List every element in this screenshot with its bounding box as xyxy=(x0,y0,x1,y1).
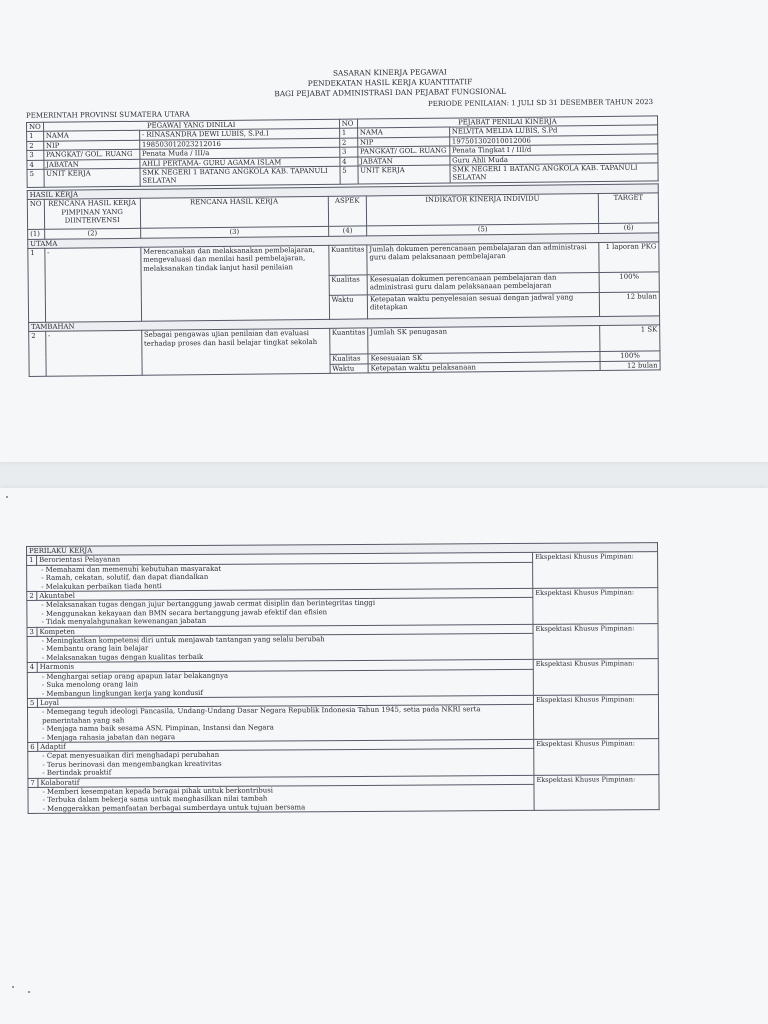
col-num-2: (2) xyxy=(44,229,140,239)
utama-pimpinan: - xyxy=(45,247,142,322)
col-num-1: (1) xyxy=(28,230,45,240)
row-label: NAMA xyxy=(43,131,139,141)
row-no: 1 xyxy=(27,132,44,142)
item-point: - Terbuka dalam bekerja sama untuk menghasilkan nilai tambah xyxy=(42,794,268,805)
aspek-kualitas: Kualitas xyxy=(330,354,368,364)
ekspektasi-label: Ekspektasi Khusus Pimpinan: xyxy=(533,588,658,624)
item-point: - Menggunakan kekayaan dan BMN secara bertanggung jawab efektif dan efisien xyxy=(41,608,328,618)
header-subtitle-2: BAGI PEJABAT ADMINISTRASI DAN PEJABAT FUNGSIONAL xyxy=(274,86,506,99)
indikator: Kesesuaian SK xyxy=(368,352,600,364)
hk-col-rencana-pimpinan: RENCANA HASIL KERJA PIMPINAN YANG DIINTERVENSI xyxy=(44,199,140,230)
row-no: 4 xyxy=(27,160,44,170)
ekspektasi-label: Ekspektasi Khusus Pimpinan: xyxy=(533,623,658,659)
aspek-kuantitas: Kuantitas xyxy=(328,245,367,275)
row-no: 2 xyxy=(339,138,357,148)
item-name: Adaptif xyxy=(38,739,534,751)
indikator: Ketepatan waktu pelaksanaan xyxy=(368,361,600,373)
skp-table-wrapper xyxy=(26,115,661,377)
perilaku-wrapper xyxy=(26,542,660,814)
dinilai-pangkat: Penata Muda / III/a xyxy=(139,147,339,159)
target: 12 bulan xyxy=(599,292,659,317)
item-point: - Menghargai setiap orang apapun latar belakangnya xyxy=(41,671,229,681)
row-label: PANGKAT/ GOL. RUANG xyxy=(43,150,139,160)
hk-col-indikator: INDIKATOR KINERJA INDIVIDU xyxy=(366,194,598,226)
instansi-label: PEMERINTAH PROVINSI SUMATERA UTARA xyxy=(25,110,190,120)
row-label: NAMA xyxy=(357,127,449,137)
item-point: - Membangun lingkungan kerja yang kondusif xyxy=(41,688,203,698)
row-label: NIP xyxy=(43,140,139,150)
item-point: - Menjaga nama baik sesama ASN, Pimpinan, Instansi dan Negara xyxy=(42,723,274,734)
item-no: 3 xyxy=(27,627,37,636)
dinilai-unit-kerja: SMK NEGERI 1 BATANG ANGKOLA KAB. TAPANULI SELATAN xyxy=(140,166,340,186)
row-no: 5 xyxy=(340,166,358,184)
col-num-5: (5) xyxy=(367,224,599,236)
row-no: 3 xyxy=(27,151,44,161)
target: 100% xyxy=(599,272,659,293)
item-point: - Melakukan perbaikan tiada henti xyxy=(41,581,162,591)
penilai-nama: NELVITA MELDA LUBIS, S.Pd xyxy=(449,125,657,137)
indikator: Ketepatan waktu penyelesaian sesuai dengan jadwal yang ditetapkan xyxy=(367,293,599,319)
ekspektasi-label: Ekspektasi Khusus Pimpinan: xyxy=(533,659,658,695)
item-no: 5 xyxy=(27,698,37,707)
scan-speck xyxy=(12,986,14,988)
row-label: PANGKAT/ GOL. RUANG xyxy=(357,146,449,156)
penilai-title: PEJABAT PENILAI KINERJA xyxy=(357,116,657,129)
ekspektasi-label: Ekspektasi Khusus Pimpinan: xyxy=(533,552,658,588)
row-no: 2 xyxy=(27,141,44,151)
hasil-kerja-title: HASIL KERJA xyxy=(27,184,658,200)
item-name: Kompeten xyxy=(37,624,533,636)
hasil-kerja-table xyxy=(27,183,661,377)
item-point: - Menjaga rahasia jabatan dan negara xyxy=(42,732,176,742)
row-label: UNIT KERJA xyxy=(44,168,140,187)
perilaku-table xyxy=(26,542,660,814)
dinilai-nama: - RINASANDRA DEWI LUBIS, S.Pd.I xyxy=(139,129,339,141)
aspek-kualitas: Kualitas xyxy=(329,275,368,295)
document-header xyxy=(180,66,600,100)
item-point: - Melaksanakan tugas dengan kualitas terbaik xyxy=(41,652,204,662)
perilaku-title: PERILAKU KERJA xyxy=(27,543,658,556)
row-no: 1 xyxy=(339,128,357,138)
identitas-table xyxy=(26,115,659,187)
target: 1 laporan PKG xyxy=(599,242,659,273)
aspek-waktu: Waktu xyxy=(329,295,368,319)
hk-col-rencana: RENCANA HASIL KERJA xyxy=(140,197,328,229)
penilai-jabatan: Guru Ahli Muda xyxy=(450,154,658,166)
tambahan-title: TAMBAHAN xyxy=(29,316,660,332)
item-point: - Memahami dan memenuhi kebutuhan masyarakat xyxy=(41,564,222,574)
row-no: 5 xyxy=(27,169,44,187)
scan-speck xyxy=(6,496,8,498)
item-name: Kolaboratif xyxy=(38,775,534,787)
item-point: - Ramah, cekatan, solutif, dan dapat diandalkan xyxy=(41,573,209,583)
col-num-4: (4) xyxy=(328,226,366,236)
tambahan-rencana: Sebagai pengawas ujian penilaian dan evaluasi terhadap proses dan hasil belajar tingkat sekolah xyxy=(141,329,329,376)
ekspektasi-label: Ekspektasi Khusus Pimpinan: xyxy=(533,695,658,740)
item-no: 1 xyxy=(27,556,37,565)
target: 1 SK xyxy=(600,325,660,352)
aspek-kuantitas: Kuantitas xyxy=(329,328,368,354)
item-no: 6 xyxy=(28,742,38,751)
row-no: 4 xyxy=(340,157,358,167)
item-point: - Tidak menyalahgunakan kewenangan jabatan xyxy=(41,617,207,627)
row-label: JABATAN xyxy=(44,159,140,169)
item-point: - Bertindak proaktif xyxy=(42,768,112,778)
row-label: JABATAN xyxy=(358,156,450,166)
item-name: Loyal xyxy=(37,695,533,707)
skp-page-1 xyxy=(0,0,768,462)
item-point: - Memberi kesempatan kepada beragai pihak untuk berkontribusi xyxy=(42,786,273,796)
indikator: Kesesuaian dokumen perencanaan pembelajaran dan administrasi guru dalam pelaksanaan pembelajaran xyxy=(367,273,599,295)
penilai-unit-kerja: SMK NEGERI 1 BATANG ANGKOLA KAB. TAPANULI SELATAN xyxy=(450,163,658,183)
item-name: Berorientasi Pelayanan xyxy=(37,553,533,565)
utama-no: 1 xyxy=(28,248,45,322)
ekspektasi-label: Ekspektasi Khusus Pimpinan: xyxy=(534,774,659,810)
tambahan-pimpinan: - xyxy=(45,331,141,377)
item-point: - Terus berinovasi dan mengembangkan kreativitas xyxy=(42,759,222,769)
col-num-3: (3) xyxy=(140,227,328,238)
header-title: SASARAN KINERJA PEGAWAI xyxy=(332,67,447,78)
aspek-waktu: Waktu xyxy=(330,364,368,374)
indikator: Jumlah SK penugasan xyxy=(368,326,600,354)
hk-col-target: TARGET xyxy=(598,193,658,224)
col-no-2: NO xyxy=(339,119,357,129)
item-point: - Memegang teguh ideologi Pancasila, Undang-Undang Dasar Negara Republik Indonesia Tahun 1945, setia pada NKRI serta pemerintahan yang sah xyxy=(41,705,481,725)
penilai-pangkat: Penata Tingkat I / III/d xyxy=(449,144,657,156)
hk-col-aspek: ASPEK xyxy=(328,196,367,226)
item-no: 7 xyxy=(28,778,38,787)
penilai-nip: 197501302010012006 xyxy=(449,135,657,147)
scan-speck xyxy=(28,991,30,993)
item-no: 4 xyxy=(27,663,37,672)
tambahan-no: 2 xyxy=(29,332,46,377)
target: 100% xyxy=(600,351,660,361)
ekspektasi-label: Ekspektasi Khusus Pimpinan: xyxy=(534,739,659,775)
item-no: 2 xyxy=(27,591,37,600)
dinilai-title: PEGAWAI YANG DINILAI xyxy=(43,119,339,132)
item-point: - Suka menolong orang lain xyxy=(41,680,139,689)
item-name: Harmonis xyxy=(37,660,533,672)
col-no: NO xyxy=(27,122,44,132)
hk-col-no: NO xyxy=(27,200,44,230)
row-label: UNIT KERJA xyxy=(358,165,450,184)
periode-label: PERIODE PENILAIAN: 1 JULI SD 31 DESEMBER TAHUN 2023 xyxy=(427,98,654,108)
item-name: Akuntabel xyxy=(37,588,533,600)
item-point: - Menggerakkan pemanfaatan berbagai sumberdaya untuk tujuan bersama xyxy=(42,803,306,813)
target: 12 bulan xyxy=(600,361,660,371)
utama-rencana: Merencanakan dan melaksanakan pembelajaran, mengevaluasi dan menilai hasil pembelajaran, melaksanakan tindak lanjut hasil penilaian xyxy=(141,245,330,321)
dinilai-nip: 198503012023212016 xyxy=(139,138,339,150)
header-subtitle-1: PENDEKATAN HASIL KERJA KUANTITATIF xyxy=(307,77,473,88)
utama-title: UTAMA xyxy=(28,233,659,249)
indikator: Jumlah dokumen perencanaan pembelajaran dan administrasi guru dalam pelaksanaan pembelajaran xyxy=(367,243,599,275)
row-no: 3 xyxy=(339,147,357,157)
item-point: - Membantu orang lain belajar xyxy=(41,644,149,654)
skp-page-2 xyxy=(0,488,768,1024)
item-point: - Cepat menyesuaikan diri menghadapi perubahan xyxy=(42,751,220,761)
col-num-6: (6) xyxy=(599,223,659,233)
item-point: - Meningkatkan kompetensi diri untuk menjawab tantangan yang selalu berubah xyxy=(41,635,325,645)
item-point: - Melaksanakan tugas dengan jujur bertanggung jawab cermat disiplin dan berintegritas tinggi xyxy=(41,599,376,610)
dinilai-jabatan: AHLI PERTAMA- GURU AGAMA ISLAM xyxy=(140,157,340,169)
row-label: NIP xyxy=(357,137,449,147)
